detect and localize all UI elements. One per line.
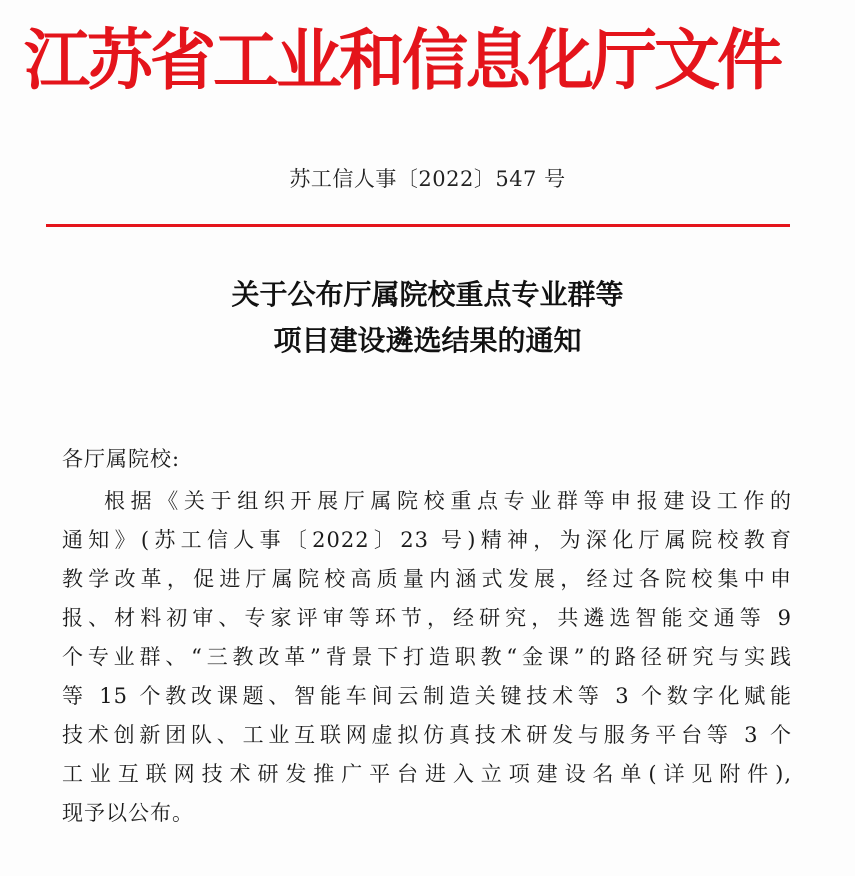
notice-title — [0, 272, 855, 364]
body-line: 工业互联网技术研发推广平台进入立项建设名单(详见附件), — [62, 762, 792, 786]
notice-title-line-1: 关于公布厅属院校重点专业群等 — [231, 278, 624, 311]
issuer-header-title: 江苏省工业和信息化厅文件 — [24, 21, 780, 99]
body-line: 等 15 个教改课题、智能车间云制造关键技术等 3 个数字化赋能 — [62, 684, 792, 708]
body-line: 技术创新团队、工业互联网虚拟仿真技术研发与服务平台等 3 个 — [62, 723, 792, 747]
body-line: 根据《关于组织开展厅属院校重点专业群等申报建设工作的 — [104, 489, 792, 513]
body-line: 个专业群、“三教改革”背景下打造职教“金课”的路径研究与实践 — [62, 645, 792, 669]
salutation: 各厅属院校: — [62, 447, 181, 471]
body-line: 通知》(苏工信人事〔2022〕23 号)精神，为深化厅属院校教育 — [62, 528, 792, 552]
body-line: 报、材料初审、专家评审等环节，经研究，共遴选智能交通等 9 — [62, 606, 792, 630]
body-line: 教学改革，促进厅属院校高质量内涵式发展，经过各院校集中申 — [62, 567, 792, 591]
notice-title-line-2: 项目建设遴选结果的通知 — [273, 324, 582, 357]
red-divider-line — [46, 224, 790, 227]
document-number: 苏工信人事〔2022〕547 号 — [289, 167, 566, 191]
body-paragraph — [62, 482, 792, 833]
body-line: 现予以公布。 — [62, 801, 194, 825]
